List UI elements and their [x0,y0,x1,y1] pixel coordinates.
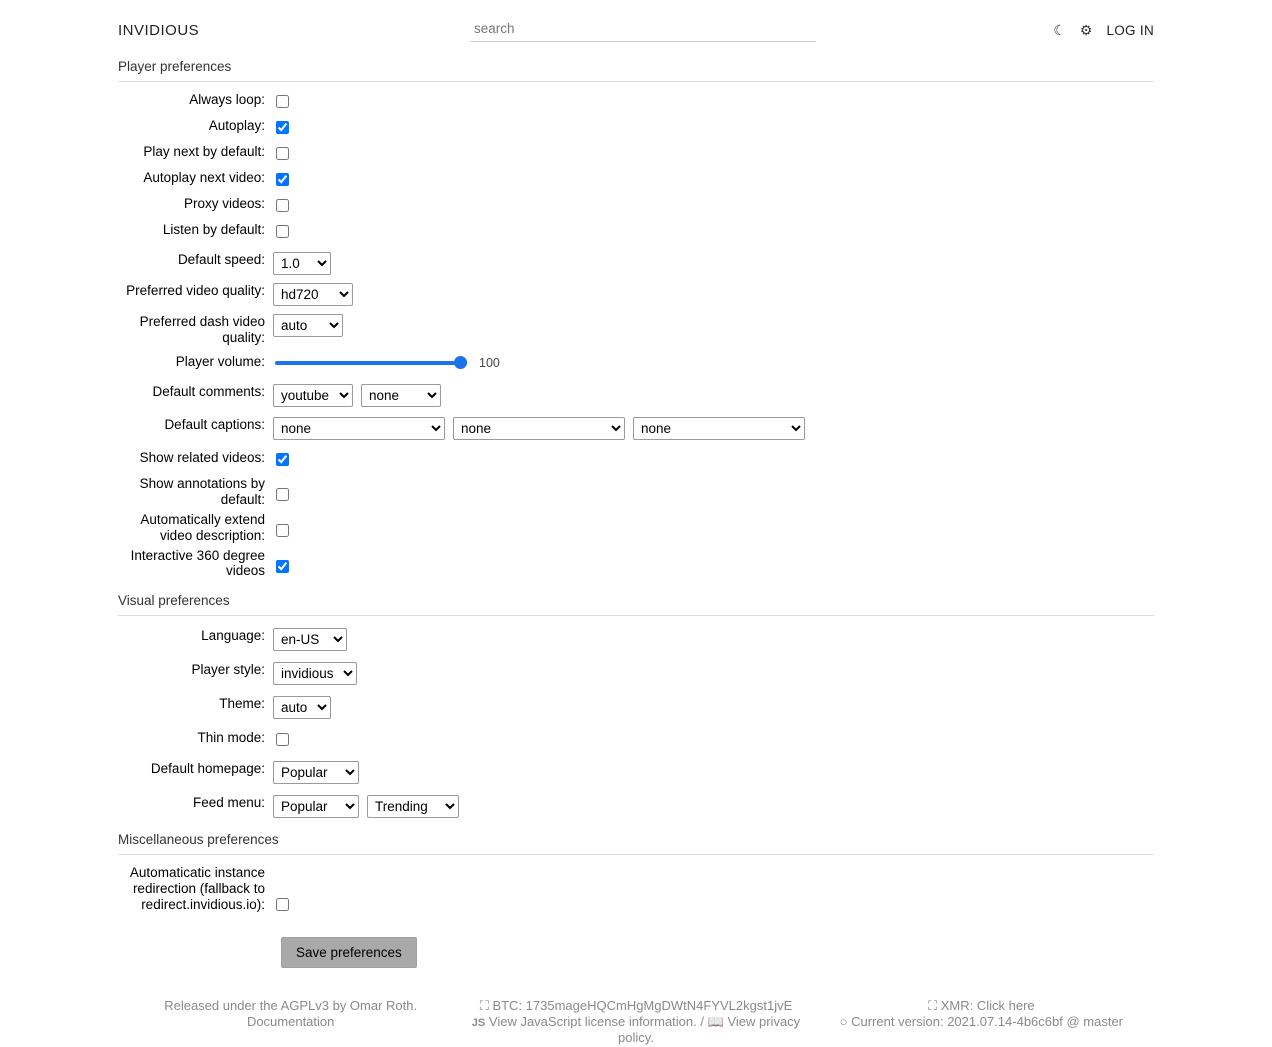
save-preferences-button[interactable]: Save preferences [281,937,417,968]
javascript-badge-icon: JS [471,1017,486,1030]
label-autoplay-next: Autoplay next video: [143,170,265,185]
value-player-volume: 100 [479,355,500,370]
label-autoplay: Autoplay: [208,118,265,133]
select-default-comments-primary[interactable] [273,384,353,407]
row-preferred-dash-quality [118,314,1154,346]
select-default-homepage[interactable] [273,761,359,784]
footer-privacy-link[interactable]: View privacy policy. [618,1014,801,1046]
save-row [118,937,1154,968]
brand-logo[interactable]: INVIDIOUS [118,21,200,39]
label-listen-default: Listen by default: [162,222,265,237]
moon-icon[interactable]: ☾ [1053,22,1066,38]
row-autoplay [118,118,1154,140]
search-container [470,18,816,42]
label-show-related: Show related videos: [139,449,265,465]
row-proxy-videos [118,196,1154,218]
row-default-homepage [118,761,1154,784]
label-default-comments: Default comments: [152,383,265,399]
checkbox-autoplay-next[interactable] [276,173,289,186]
checkbox-instance-redirect[interactable] [276,898,289,911]
label-player-style: Player style: [191,662,265,678]
row-extend-description [118,512,1154,544]
checkbox-proxy-videos[interactable] [276,199,289,212]
label-theme: Theme: [219,696,265,712]
row-default-comments [118,384,1154,407]
row-autoplay-next [118,170,1154,192]
footer-license-text: Released under the AGPLv3 by Omar Roth. [164,998,418,1014]
login-link[interactable]: LOG IN [1106,22,1154,38]
nav-actions [1053,23,1154,38]
footer-separator: / [700,1014,704,1030]
row-show-related [118,450,1154,472]
label-instance-redirect: Automaticatic instance redirection (fallback to redirect.invidious.io): [129,865,265,913]
slider-player-volume[interactable] [275,356,467,370]
select-feed-menu-2[interactable] [367,795,459,818]
section-title-misc: Miscellaneous preferences [118,832,1154,855]
label-thin-mode: Thin mode: [197,730,265,746]
section-title-visual: Visual preferences [118,593,1154,616]
label-default-captions: Default captions: [164,416,265,432]
top-navbar [0,0,1272,54]
row-default-captions [118,417,1154,440]
select-language[interactable] [273,628,347,651]
label-always-loop: Always loop: [189,92,265,107]
search-input[interactable] [470,18,816,42]
select-preferred-dash-quality[interactable] [273,314,343,337]
select-default-comments-secondary[interactable] [361,384,441,407]
select-default-speed[interactable] [273,252,331,275]
row-default-speed [118,252,1154,275]
monero-icon: ⛶ [479,998,489,1014]
row-listen-default [118,222,1154,244]
label-language: Language: [201,628,265,644]
page-footer [0,990,1272,1047]
select-preferred-quality[interactable] [273,283,353,306]
label-extend-description: Automatically extend video description: [140,511,265,543]
label-proxy-videos: Proxy videos: [183,196,265,211]
footer-version-link[interactable]: Current version: 2021.07.14-4b6c6bf @ master [851,1014,1124,1030]
select-default-captions-3[interactable] [633,417,805,440]
github-icon: ○ [839,1014,848,1030]
label-player-volume: Player volume: [175,353,265,369]
checkbox-always-loop[interactable] [276,95,289,108]
checkbox-autoplay[interactable] [276,121,289,134]
checkbox-show-related[interactable] [276,453,289,466]
footer-col-right [809,998,1154,1047]
checkbox-interactive-360[interactable] [276,560,289,573]
row-player-style [118,662,1154,685]
footer-col-left [118,998,463,1047]
row-player-volume [118,354,1154,376]
book-icon: 📖 [707,1014,724,1030]
label-interactive-360: Interactive 360 degree videos [130,547,265,579]
row-interactive-360 [118,548,1154,580]
section-title-player: Player preferences [118,59,1154,82]
label-preferred-dash-quality: Preferred dash video quality: [139,314,265,345]
monero-icon-right: ⛶ [927,998,938,1014]
row-theme [118,696,1154,719]
footer-col-center [463,998,808,1047]
footer-btc-link[interactable]: BTC: 1735mageHQCmHgMgDWtN4FYVL2kgst1jvE [492,998,793,1014]
select-default-captions-2[interactable] [453,417,625,440]
checkbox-show-annotations[interactable] [276,488,289,501]
label-default-speed: Default speed: [177,252,265,267]
select-default-captions-1[interactable] [273,417,445,440]
select-theme[interactable] [273,696,331,719]
row-show-annotations [118,476,1154,508]
checkbox-play-next[interactable] [276,147,289,160]
preferences-form [0,59,1272,968]
row-play-next [118,144,1154,166]
row-preferred-quality [118,283,1154,306]
footer-js-license-link[interactable]: View JavaScript license information. [488,1014,697,1030]
row-thin-mode [118,730,1154,752]
label-preferred-quality: Preferred video quality: [126,283,265,298]
row-instance-redirect [118,865,1154,913]
select-feed-menu-1[interactable] [273,795,359,818]
label-default-homepage: Default homepage: [150,761,265,777]
select-player-style[interactable] [273,662,357,685]
footer-xmr-link[interactable]: XMR: Click here [940,998,1035,1014]
checkbox-thin-mode[interactable] [276,733,289,746]
row-language [118,628,1154,651]
row-always-loop [118,92,1154,114]
label-play-next: Play next by default: [143,144,265,159]
footer-documentation-link[interactable]: Documentation [246,1014,335,1030]
label-feed-menu: Feed menu: [192,795,265,811]
row-feed-menu [118,795,1154,818]
gear-icon[interactable]: ⚙ [1079,22,1093,38]
checkbox-extend-description[interactable] [276,524,289,537]
label-show-annotations: Show annotations by default: [139,475,265,507]
checkbox-listen-default[interactable] [276,225,289,238]
